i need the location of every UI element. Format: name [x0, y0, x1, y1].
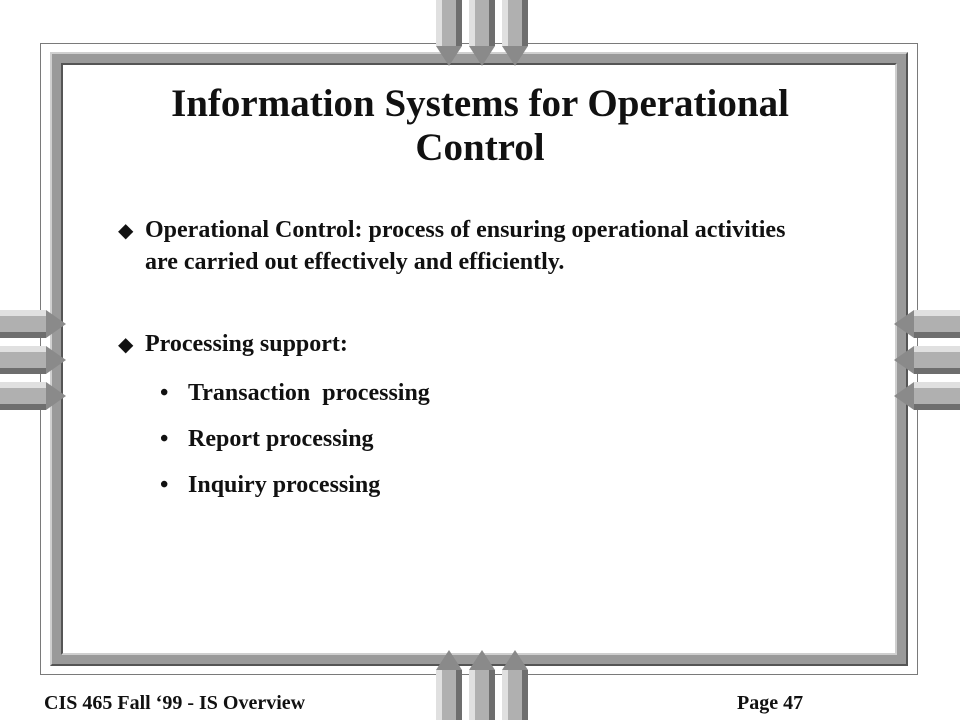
bullet-processing-support — [118, 328, 818, 360]
sub-item-text: Transaction processing — [188, 380, 430, 406]
slide-title: Information Systems for Operational Control — [171, 82, 789, 169]
footer-page-number: Page 47 — [737, 692, 804, 714]
sub-bullet-dot: • — [160, 472, 169, 498]
bottom-tab-decoration — [436, 650, 528, 720]
bullet-operational-control — [118, 214, 818, 278]
sub-item-text: Report processing — [188, 426, 374, 452]
left-tab-decoration — [0, 310, 66, 414]
top-tab-decoration — [436, 0, 528, 66]
diamond-bullet-icon: ◆ — [118, 332, 134, 356]
sub-item-report-processing — [160, 424, 760, 454]
bullet-text: Processing support: — [145, 331, 348, 357]
right-tab-decoration — [894, 310, 960, 414]
bullet-text: Operational Control: process of ensuring operational activities are carried out effectively and efficiently. — [145, 217, 786, 275]
sub-bullet-dot: • — [160, 380, 169, 406]
footer-course-label: CIS 465 Fall ‘99 - IS Overview — [44, 692, 306, 714]
diamond-bullet-icon: ◆ — [118, 218, 134, 242]
sub-bullet-dot: • — [160, 426, 169, 452]
sub-item-inquiry-processing — [160, 470, 760, 500]
sub-item-text: Inquiry processing — [188, 472, 381, 498]
sub-item-transaction-processing — [160, 378, 760, 408]
